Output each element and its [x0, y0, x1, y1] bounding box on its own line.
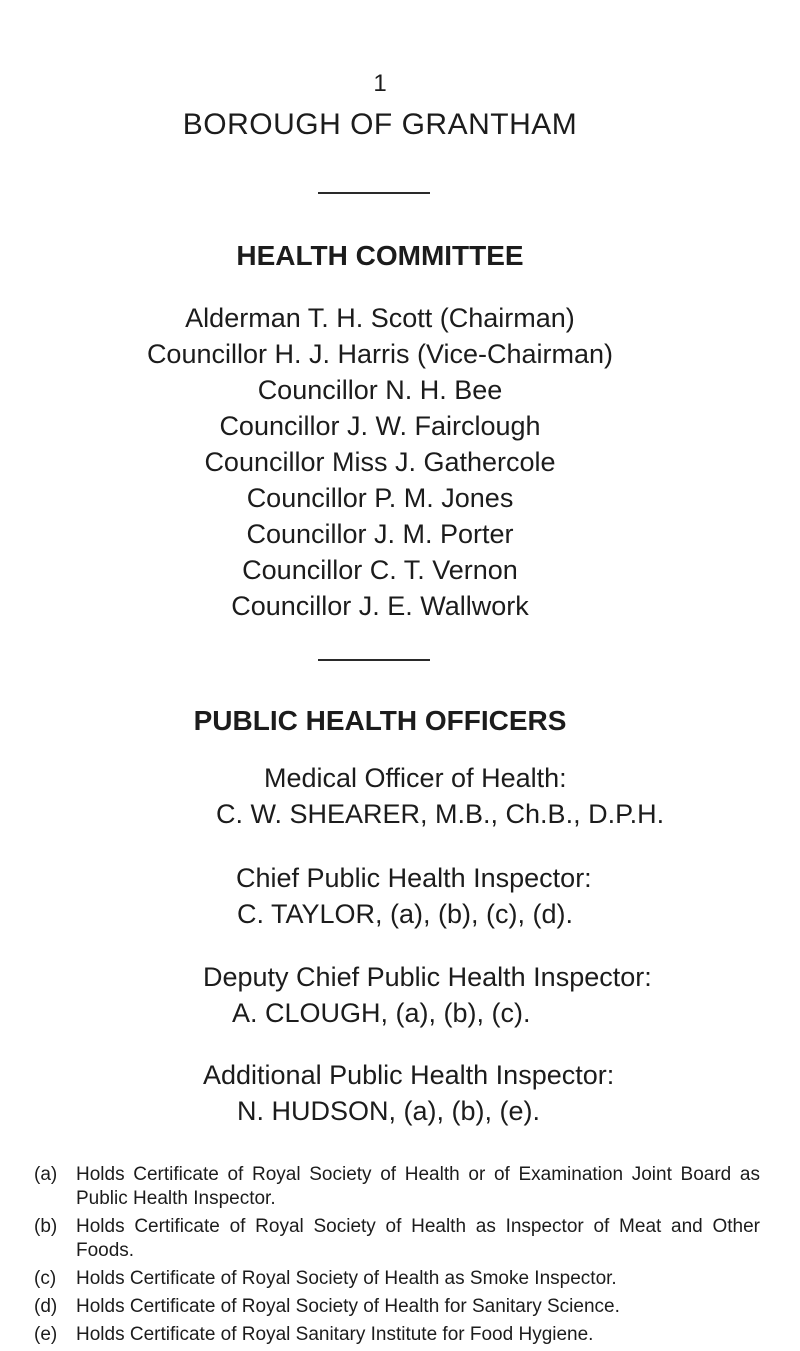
officer-entry	[0, 959, 760, 1031]
officer-entry	[0, 860, 760, 932]
note-label: (d)	[34, 1296, 58, 1317]
committee-member: Councillor C. T. Vernon	[242, 555, 518, 585]
section-divider	[318, 192, 430, 194]
note-text: Holds Certificate of Royal Society of Health for Sanitary Science.	[76, 1296, 620, 1317]
note-label: (b)	[34, 1216, 58, 1237]
committee-member-list	[0, 300, 760, 624]
committee-member: Councillor P. M. Jones	[246, 483, 514, 513]
officer-entry	[0, 1057, 760, 1129]
note-text: Holds Certificate of Royal Sanitary Institute for Food Hygiene.	[76, 1324, 594, 1345]
committee-member: Councillor J. M. Porter	[246, 519, 514, 549]
officers-title: PUBLIC HEALTH OFFICERS	[193, 705, 567, 736]
officer-role: Additional Public Health Inspector:	[203, 1060, 615, 1090]
officer-role: Medical Officer of Health:	[264, 763, 567, 793]
committee-member: Councillor J. E. Wallwork	[231, 591, 529, 621]
committee-member: Councillor J. W. Fairclough	[219, 411, 541, 441]
borough-title: BOROUGH OF GRANTHAM	[182, 108, 578, 141]
committee-title: HEALTH COMMITTEE	[236, 240, 524, 271]
officer-role: Chief Public Health Inspector:	[236, 863, 592, 893]
note-item	[34, 1267, 760, 1291]
committee-member: Councillor H. J. Harris (Vice-Chairman)	[146, 339, 614, 369]
note-item	[34, 1323, 760, 1347]
committee-member: Councillor N. H. Bee	[257, 375, 503, 405]
qualification-notes	[34, 1163, 760, 1351]
note-label: (c)	[34, 1268, 57, 1289]
officer-name: N. HUDSON, (a), (b), (e).	[237, 1096, 541, 1126]
note-item	[34, 1215, 760, 1263]
note-item	[34, 1295, 760, 1319]
officer-name: C. TAYLOR, (a), (b), (c), (d).	[237, 899, 574, 929]
officer-role: Deputy Chief Public Health Inspector:	[203, 962, 652, 992]
note-text: Holds Certificate of Royal Society of Health as Inspector of Meat and Other Foods.	[76, 1216, 760, 1261]
officer-name: C. W. SHEARER, M.B., Ch.B., D.P.H.	[216, 799, 665, 829]
committee-member: Alderman T. H. Scott (Chairman)	[185, 303, 575, 333]
officer-entry	[0, 760, 760, 832]
committee-member: Councillor Miss J. Gathercole	[204, 447, 556, 477]
note-text: Holds Certificate of Royal Society of Health as Smoke Inspector.	[76, 1268, 617, 1289]
note-text: Holds Certificate of Royal Society of Health or of Examination Joint Board as Public Health Inspector.	[76, 1164, 760, 1209]
note-item	[34, 1163, 760, 1211]
section-divider	[318, 659, 430, 661]
officer-name: A. CLOUGH, (a), (b), (c).	[232, 998, 531, 1028]
note-label: (e)	[34, 1324, 58, 1345]
page-number: 1	[373, 70, 387, 97]
note-label: (a)	[34, 1164, 58, 1185]
